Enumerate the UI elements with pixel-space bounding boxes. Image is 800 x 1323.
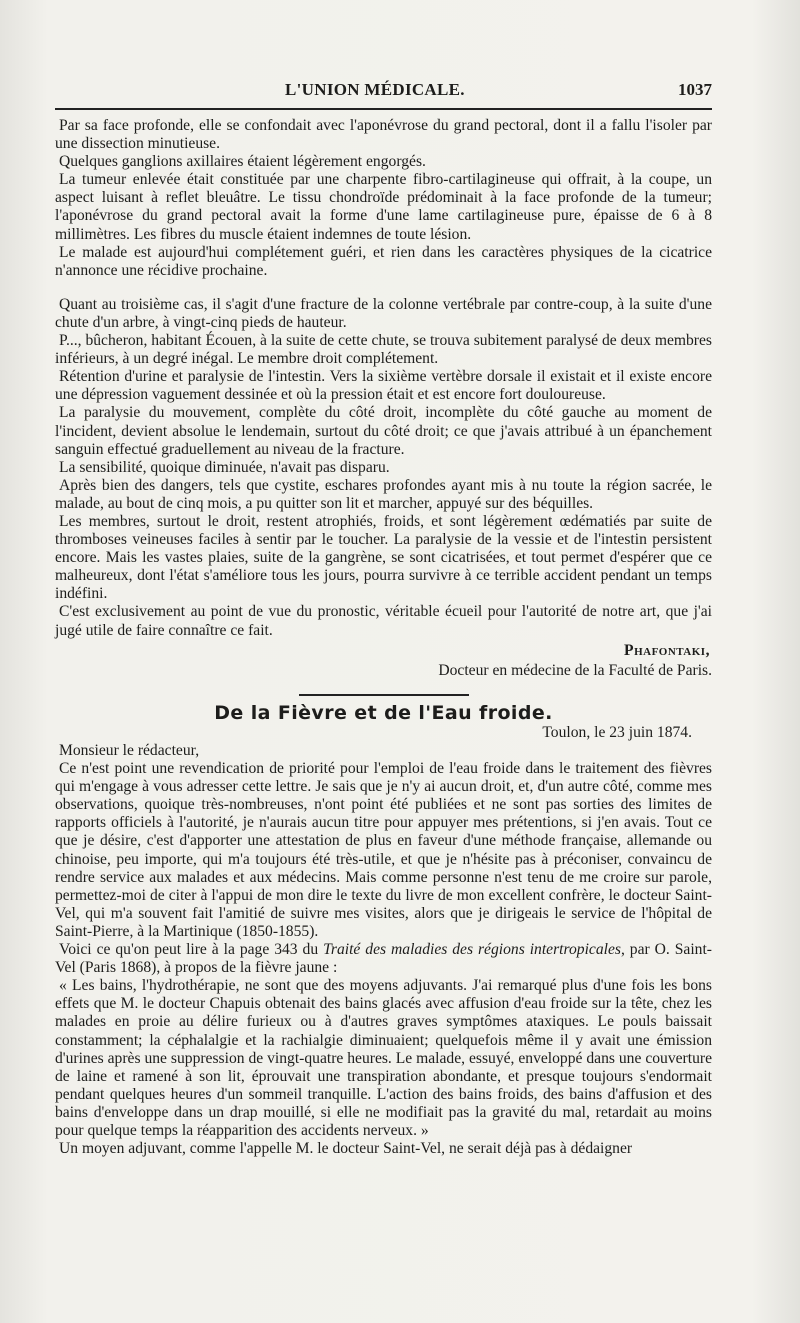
paragraph: Rétention d'urine et paralysie de l'intestin. Vers la sixième vertèbre dorsale il existait et il existe encore une dépression vaguement dessinée et où la pression était et est encore fort douloureuse.: [55, 368, 712, 404]
salutation: Monsieur le rédacteur,: [59, 742, 200, 759]
paragraph: Ce n'est point une revendication de priorité pour l'emploi de l'eau froide dans le traitement des fièvres qui m'engage à vous adresser cette lettre. Je sais que je n'y ai aucun droit, et, d'un autre côté, comme mes observations, quoique très-nombreuses, n'ont point été publiées et ne sont pas sorties des limites de rapports officiels à l'autorité, je n'aurais aucun titre pour appuyer mes prétentions, si j'en avais. Tout ce que je désire, c'est d'apporter une attestation de plus en faveur d'une méthode française, allemande ou chinoise, peu importe, qui m'a toujours été très-utile, et que je n'hésite pas à préconiser, convaincu de rendre service aux malades et aux médecins. Mais comme personne n'est tenu de me croire sur parole, permettez-moi de citer à l'appui de mon dire le texte du livre de mon excellent confrère, le docteur Saint-Vel, qui m'a souvent fait l'amitié de suivre mes visites, alors que je dirigeais le service de l'hôpital de Saint-Pierre, à la Martinique (1850-1855).: [55, 760, 712, 940]
header-rule: [55, 108, 712, 110]
journal-title: L'UNION MÉDICALE.: [285, 80, 465, 99]
paragraph: Par sa face profonde, elle se confondait avec l'aponévrose du grand pectoral, dont il a fallu l'isoler par une dissection minutieuse.: [55, 117, 712, 153]
signature-name: Phafontaki,: [624, 641, 710, 659]
page-number: 1037: [678, 80, 712, 99]
signature-title: Docteur en médecine de la Faculté de Paris.: [438, 661, 712, 679]
article-body: [55, 117, 712, 1158]
section-title: De la Fièvre et de l'Eau froide.: [214, 701, 553, 724]
book-title: Traité des maladies des régions intertropicales: [323, 941, 621, 959]
paragraph: Quant au troisième cas, il s'agit d'une fracture de la colonne vertébrale par contre-coup, à la suite d'une chute d'un arbre, à vingt-cinq pieds de hauteur.: [55, 295, 712, 331]
paragraph: Le malade est aujourd'hui complétement guéri, et rien dans les caractères physiques de la cicatrice n'annonce une récidive prochaine.: [55, 243, 712, 279]
page-header: [55, 78, 712, 106]
paragraph: Quelques ganglions axillaires étaient légèrement engorgés.: [59, 153, 426, 171]
paragraph: Après bien des dangers, tels que cystite, eschares profondes ayant mis à nu toute la région sacrée, le malade, au bout de cinq mois, a pu quitter son lit et marcher, appuyé sur des béquilles.: [55, 476, 712, 512]
citation-source: , par O. Saint-Vel (Paris 1868), à propos de la fièvre jaune :: [55, 941, 712, 977]
paragraph: La sensibilité, quoique diminuée, n'avait pas disparu.: [59, 458, 390, 476]
paragraph: La paralysie du mouvement, complète du côté droit, incomplète du côté gauche au moment de l'incident, devient absolue le lendemain, surtout du côté droit; ce que j'avais attribué à un épanchement sanguin effectué graduellement au niveau de la fracture.: [55, 404, 712, 458]
paragraph: C'est exclusivement au point de vue du pronostic, véritable écueil pour l'autorité de notre art, que j'ai jugé utile de faire connaître ce fait.: [55, 603, 712, 639]
paragraph: [55, 941, 712, 977]
letter-date: Toulon, le 23 juin 1874.: [542, 723, 692, 741]
citation-intro: Voici ce qu'on peut lire à la page 343 du: [59, 941, 324, 959]
paragraph: Un moyen adjuvant, comme l'appelle M. le docteur Saint-Vel, ne serait déjà pas à dédaigner: [59, 1140, 633, 1158]
paragraph: P..., bûcheron, habitant Écouen, à la suite de cette chute, se trouva subitement paralysé de deux membres inférieurs, à un degré inégal. Le membre droit complétement.: [55, 332, 712, 368]
paragraph: Les membres, surtout le droit, restent atrophiés, froids, et sont légèrement œdématiés par suite de thromboses veineuses faciles à sentir par le toucher. La paralysie de la vessie et de l'intestin persistent encore. Mais les vastes plaies, suite de la gangrène, se sont cicatrisées, et tout permet d'espérer que ce malheureux, dont l'état s'améliore tous les jours, pourra survivre à ce terrible accident pendant un temps indéfini.: [55, 512, 712, 603]
paragraph: La tumeur enlevée était constituée par une charpente fibro-cartilagineuse qui offrait, à la coupe, un aspect luisant à reflet bleuâtre. Le tissu chondroïde prédominait à la face profonde de la tumeur; l'aponévrose du grand pectoral avait la forme d'une lame cartilagineuse pure, épaisse de 6 à 8 millimètres. Les fibres du muscle étaient indemnes de toute lésion.: [55, 171, 712, 243]
block-quote: « Les bains, l'hydrothérapie, ne sont que des moyens adjuvants. J'ai remarqué plus d'une fois les bons effets que M. le docteur Chapuis obtenait des bains glacés avec affusion d'eau froide sur la tête, chez les malades en proie au délire furieux ou à d'autres graves symptômes ataxiques. Le pouls baissait constamment; la céphalalgie et la rachialgie diminuaient; quelquefois même il y avait une émission d'urines après une suppression de vingt-quatre heures. Le malade, essuyé, enveloppé dans une couverture de laine et ramené à son lit, éprouvait une transpiration abondante, et presque toujours s'endormait pendant quelques heures d'un sommeil tranquille. L'action des bains froids, des bains d'affusion et des bains d'enveloppe dans un drap mouillé, si elle ne modifiait pas la gravité du mal, retardait au moins pour quelque temps la réapparition des accidents nerveux. »: [55, 977, 712, 1139]
section-divider: [299, 694, 469, 696]
